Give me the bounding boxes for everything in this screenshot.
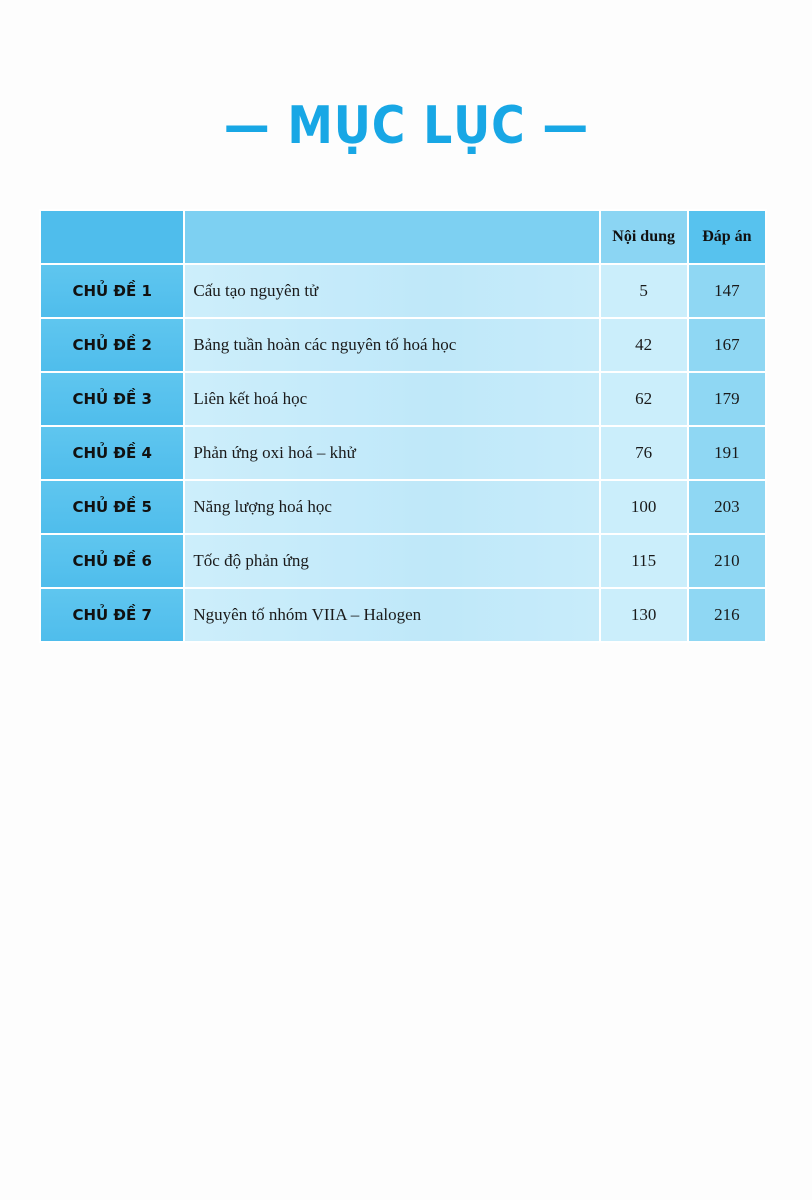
topic-title[interactable]: Cấu tạo nguyên tử bbox=[184, 264, 599, 318]
table-row[interactable] bbox=[40, 534, 766, 588]
table-row[interactable] bbox=[40, 264, 766, 318]
answer-page-number: 216 bbox=[688, 588, 766, 642]
content-page-number: 100 bbox=[600, 480, 688, 534]
content-page-number: 5 bbox=[600, 264, 688, 318]
answer-page-number: 179 bbox=[688, 372, 766, 426]
table-row[interactable] bbox=[40, 372, 766, 426]
chapter-label: CHỦ ĐỀ 7 bbox=[40, 588, 184, 642]
header-answer-page: Đáp án bbox=[688, 210, 766, 264]
chapter-label: CHỦ ĐỀ 3 bbox=[40, 372, 184, 426]
content-page-number: 76 bbox=[600, 426, 688, 480]
topic-title[interactable]: Liên kết hoá học bbox=[184, 372, 599, 426]
table-row[interactable] bbox=[40, 318, 766, 372]
table-row[interactable] bbox=[40, 588, 766, 642]
page-title: — MỤC LỤC — bbox=[223, 96, 589, 156]
content-page-number: 115 bbox=[600, 534, 688, 588]
table-row[interactable] bbox=[40, 480, 766, 534]
content-page-number: 62 bbox=[600, 372, 688, 426]
topic-title[interactable]: Bảng tuần hoàn các nguyên tố hoá học bbox=[184, 318, 599, 372]
answer-page-number: 147 bbox=[688, 264, 766, 318]
header-chapter bbox=[40, 210, 184, 264]
topic-title[interactable]: Nguyên tố nhóm VIIA – Halogen bbox=[184, 588, 599, 642]
answer-page-number: 203 bbox=[688, 480, 766, 534]
table-row[interactable] bbox=[40, 426, 766, 480]
answer-page-number: 167 bbox=[688, 318, 766, 372]
answer-page-number: 210 bbox=[688, 534, 766, 588]
chapter-label: CHỦ ĐỀ 4 bbox=[40, 426, 184, 480]
content-page-number: 42 bbox=[600, 318, 688, 372]
table-of-contents bbox=[39, 209, 767, 643]
header-topic bbox=[184, 210, 599, 264]
topic-title[interactable]: Phản ứng oxi hoá – khử bbox=[184, 426, 599, 480]
table-header-row bbox=[40, 210, 766, 264]
answer-page-number: 191 bbox=[688, 426, 766, 480]
topic-title[interactable]: Năng lượng hoá học bbox=[184, 480, 599, 534]
topic-title[interactable]: Tốc độ phản ứng bbox=[184, 534, 599, 588]
header-content-page: Nội dung bbox=[600, 210, 688, 264]
chapter-label: CHỦ ĐỀ 2 bbox=[40, 318, 184, 372]
chapter-label: CHỦ ĐỀ 5 bbox=[40, 480, 184, 534]
content-page-number: 130 bbox=[600, 588, 688, 642]
chapter-label: CHỦ ĐỀ 6 bbox=[40, 534, 184, 588]
chapter-label: CHỦ ĐỀ 1 bbox=[40, 264, 184, 318]
title-block bbox=[0, 96, 812, 156]
